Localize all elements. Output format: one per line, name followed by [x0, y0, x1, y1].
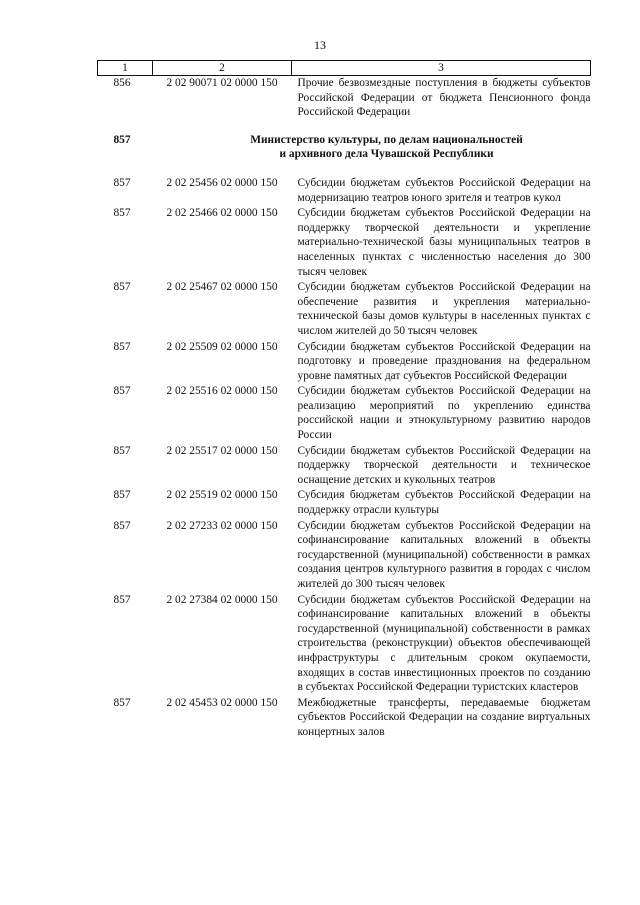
- ministry-heading-row: [98, 121, 591, 176]
- revenue-name-cell: Субсидии бюджетам субъектов Российской Федерации на модернизацию театров юного зрителя и театров кукол: [297, 176, 591, 204]
- ministry-admin-code: 857: [113, 133, 131, 146]
- revenue-name-cell: Субсидии бюджетам субъектов Российской Федерации на поддержку творческой деятельности и техническое оснащение детских и кукольных театров: [297, 444, 591, 486]
- table-row: [98, 488, 591, 518]
- revenue-name-cell: Субсидии бюджетам субъектов Российской Федерации на софинансирование капитальных вложений в объекты государственной (муниципальной) собственности в рамках создания центров культурного развития в городах с числом жителей до 300 тысяч человек: [297, 519, 591, 590]
- table-row: [98, 176, 591, 206]
- revenue-code-cell: 2 02 90071 02 0000 150: [166, 77, 278, 89]
- budget-revenue-table: [97, 60, 591, 741]
- ministry-title-line-2: и архивного дела Чувашской Республики: [279, 148, 494, 161]
- revenue-name-cell: Субсидии бюджетам субъектов Российской Федерации на реализацию мероприятий по укреплению единства российской нации и этнокультурному развитию народов России: [297, 385, 591, 442]
- revenue-name-cell: Межбюджетные трансферты, передаваемые бюджетам субъектов Российской Федерации на создание виртуальных концертных залов: [297, 696, 591, 738]
- admin-code-cell: 857: [113, 593, 131, 606]
- table-header-row: [98, 61, 591, 76]
- ministry-title: [153, 121, 591, 176]
- ministry-title-line-1: Министерство культуры, по делам национальностей: [250, 133, 523, 146]
- admin-code-cell: 857: [113, 207, 131, 220]
- revenue-code-cell: 2 02 45453 02 0000 150: [166, 696, 278, 709]
- revenue-name-cell: Субсидии бюджетам субъектов Российской Федерации на обеспечение развития и укрепления материально-технической базы домов культуры в населенных пунктах с числом жителей до 50 тысяч человек: [297, 281, 591, 337]
- table-row: [98, 76, 591, 121]
- revenue-name-cell: Субсидия бюджетам субъектов Российской Федерации на поддержку отрасли культуры: [297, 489, 591, 517]
- admin-code-cell: 857: [113, 696, 131, 709]
- table-row: [98, 206, 591, 280]
- page-number: 13: [314, 38, 326, 52]
- table-row: [98, 444, 591, 489]
- revenue-code-cell: 2 02 25517 02 0000 150: [166, 444, 278, 457]
- table-row: [98, 593, 591, 696]
- table-row: [98, 280, 591, 339]
- admin-code-cell: 857: [113, 385, 131, 398]
- column-header-name: 3: [292, 61, 591, 76]
- admin-code-cell: 856: [113, 77, 131, 89]
- table-row: [98, 519, 591, 593]
- revenue-code-cell: 2 02 25516 02 0000 150: [166, 385, 278, 398]
- admin-code-cell: 857: [113, 519, 131, 532]
- admin-code-cell: 857: [113, 340, 131, 353]
- revenue-code-cell: 2 02 25466 02 0000 150: [166, 207, 278, 220]
- revenue-code-cell: 2 02 25467 02 0000 150: [166, 281, 278, 294]
- revenue-code-cell: 2 02 27233 02 0000 150: [166, 519, 278, 532]
- revenue-code-cell: 2 02 27384 02 0000 150: [166, 593, 278, 606]
- revenue-name-cell: Субсидии бюджетам субъектов Российской Федерации на поддержку творческой деятельности и укрепление материально-технической базы муниципальных театров в населенных пунктах с численностью населения до 300 тысяч человек: [297, 207, 591, 278]
- revenue-name-cell: Субсидии бюджетам субъектов Российской Федерации на софинансирование капитальных вложений в объекты государственной (муниципальной) собственности в рамках строительства (реконструкции) объектов обеспечивающей инфраструктуры с длительным сроком окупаемости, входящих в состав инвестиционных проектов по созданию в субъектах Российской Федерации туристских кластеров: [297, 593, 591, 694]
- admin-code-cell: 857: [113, 281, 131, 294]
- revenue-name-cell: Субсидии бюджетам субъектов Российской Федерации на подготовку и проведение празднования на федеральном уровне памятных дат субъектов Российской Федерации: [297, 340, 591, 382]
- admin-code-cell: 857: [113, 176, 131, 189]
- table-row: [98, 696, 591, 741]
- revenue-code-cell: 2 02 25519 02 0000 150: [166, 489, 278, 502]
- column-header-code: 2: [153, 61, 292, 76]
- admin-code-cell: 857: [113, 444, 131, 457]
- admin-code-cell: 857: [113, 489, 131, 502]
- revenue-code-cell: 2 02 25456 02 0000 150: [166, 176, 278, 189]
- revenue-code-cell: 2 02 25509 02 0000 150: [166, 340, 278, 353]
- table-row: [98, 384, 591, 443]
- table-row: [98, 340, 591, 385]
- revenue-name-cell: Прочие безвозмездные поступления в бюджеты субъектов Российской Федерации от бюджета Пенсионного фонда Российской Федерации: [297, 77, 591, 119]
- column-header-admin: 1: [98, 61, 153, 76]
